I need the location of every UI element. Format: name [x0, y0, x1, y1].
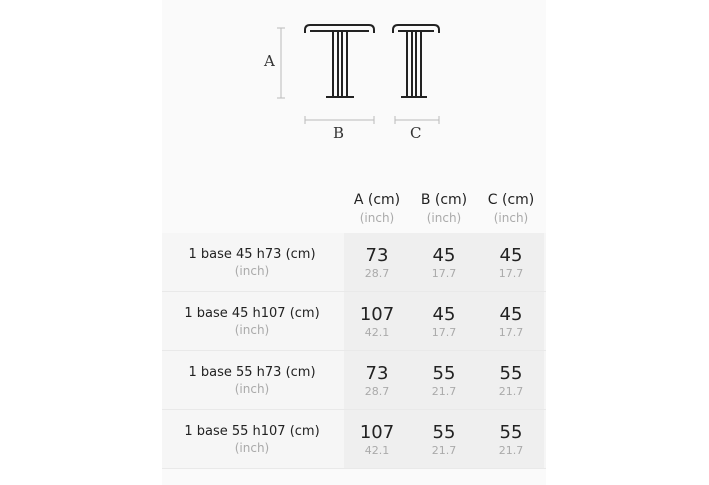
cell-a	[344, 410, 410, 468]
cell-b	[411, 351, 477, 409]
cell-a-inch: 28.7	[364, 267, 390, 280]
table-base-drawing	[162, 0, 546, 175]
cell-c	[478, 351, 544, 409]
cell-b-cm: 45	[432, 304, 456, 325]
dimensions-table	[162, 233, 546, 469]
table-row	[162, 351, 546, 410]
cell-a	[344, 233, 410, 291]
column-header-b-unit: (inch)	[426, 211, 462, 225]
cell-a-cm: 73	[365, 363, 389, 384]
cell-c-inch: 17.7	[498, 267, 524, 280]
cell-a	[344, 351, 410, 409]
row-label-text: 1 base 55 h107 (cm)	[184, 424, 320, 439]
column-header-a	[344, 190, 410, 226]
row-label	[162, 233, 342, 291]
table-row	[162, 292, 546, 351]
column-header-b-label: B (cm)	[420, 192, 468, 208]
column-header-c-label: C (cm)	[487, 192, 535, 208]
column-header-b	[411, 190, 477, 226]
dimension-c-label: C	[410, 124, 422, 142]
dimension-b-line	[305, 116, 374, 124]
cell-b-cm: 45	[432, 245, 456, 266]
cell-c	[478, 410, 544, 468]
cell-b-inch: 17.7	[431, 326, 457, 339]
base-front-view	[305, 25, 374, 97]
cell-b-inch: 21.7	[431, 385, 457, 398]
cell-a-cm: 107	[359, 422, 395, 443]
column-header-c	[478, 190, 544, 226]
cell-a-cm: 73	[365, 245, 389, 266]
cell-c-cm: 55	[499, 363, 523, 384]
cell-c-inch: 21.7	[498, 444, 524, 457]
table-row	[162, 410, 546, 469]
cell-a-inch: 42.1	[364, 444, 390, 457]
dimension-a-line	[277, 28, 285, 98]
row-label	[162, 410, 342, 468]
column-header-a-unit: (inch)	[359, 211, 395, 225]
column-header-c-unit: (inch)	[493, 211, 529, 225]
cell-b-inch: 17.7	[431, 267, 457, 280]
row-label-text: 1 base 55 h73 (cm)	[188, 365, 316, 380]
cell-c-cm: 45	[499, 245, 523, 266]
cell-c-cm: 45	[499, 304, 523, 325]
cell-c	[478, 292, 544, 350]
row-values	[344, 351, 544, 409]
dimension-c-line	[395, 116, 439, 124]
row-label	[162, 351, 342, 409]
dimensions-sheet	[162, 0, 546, 485]
cell-b	[411, 292, 477, 350]
dimension-b-label: B	[333, 124, 345, 142]
row-label-unit: (inch)	[234, 382, 270, 396]
row-label-unit: (inch)	[234, 441, 270, 455]
cell-b	[411, 233, 477, 291]
cell-a	[344, 292, 410, 350]
cell-b	[411, 410, 477, 468]
row-values	[344, 410, 544, 468]
dimension-a-label: A	[264, 52, 275, 70]
cell-b-inch: 21.7	[431, 444, 457, 457]
row-label	[162, 292, 342, 350]
table-row	[162, 233, 546, 292]
cell-b-cm: 55	[432, 363, 456, 384]
cell-c-inch: 21.7	[498, 385, 524, 398]
column-header-a-label: A (cm)	[353, 192, 401, 208]
cell-c-cm: 55	[499, 422, 523, 443]
row-label-unit: (inch)	[234, 323, 270, 337]
row-values	[344, 233, 544, 291]
row-label-text: 1 base 45 h73 (cm)	[188, 247, 316, 262]
cell-a-inch: 28.7	[364, 385, 390, 398]
row-values	[344, 292, 544, 350]
row-label-unit: (inch)	[234, 264, 270, 278]
cell-c	[478, 233, 544, 291]
cell-a-inch: 42.1	[364, 326, 390, 339]
cell-a-cm: 107	[359, 304, 395, 325]
base-side-view	[393, 25, 439, 97]
cell-b-cm: 55	[432, 422, 456, 443]
row-label-text: 1 base 45 h107 (cm)	[184, 306, 320, 321]
table-base-diagram	[162, 0, 546, 175]
cell-c-inch: 17.7	[498, 326, 524, 339]
